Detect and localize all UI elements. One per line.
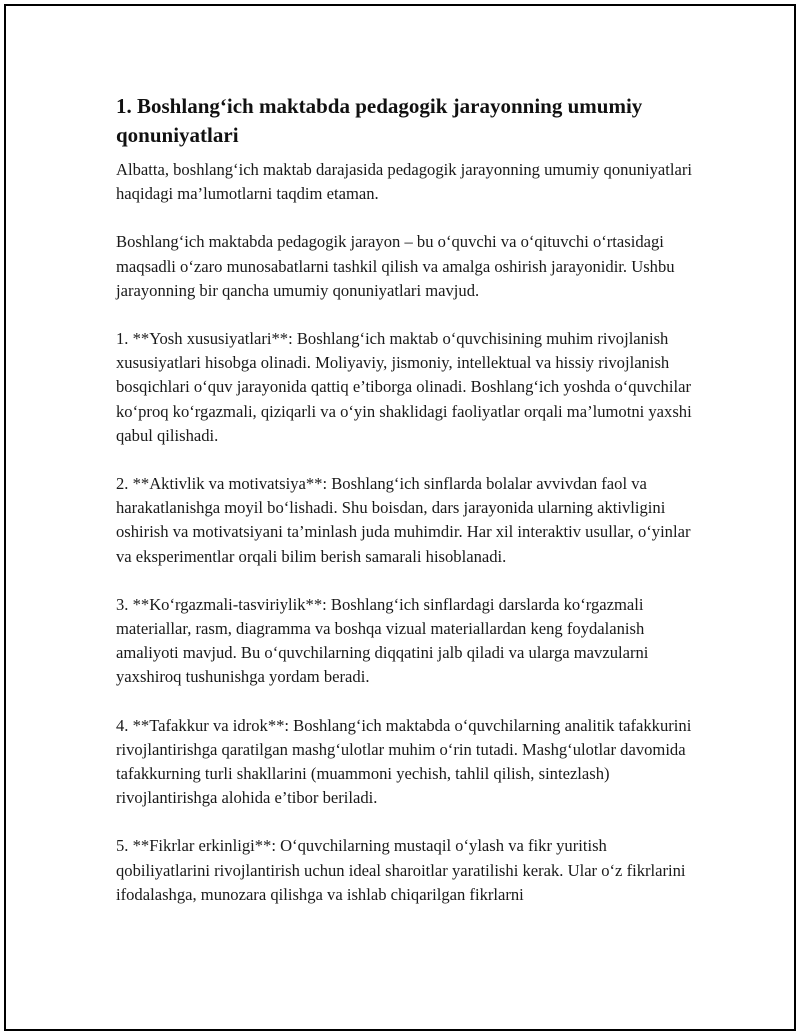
paragraph-age-features: 1. **Yosh xususiyatlari**: Boshlang‘ich maktab o‘quvchisining muhim rivojlanish xususiyatlari hisobga olinadi. Moliyaviy, jismoniy, intellektual va hissiy rivojlanish bosqichlari o‘quv jarayonida qattiq e’tiborga olinadi. Boshlang‘ich yoshda o‘quvchilar ko‘proq ko‘rgazmali, qiziqarli va o‘yin shaklidagi faoliyatlar orqali ma’lumotni yaxshi qabul qilishadi. <box>116 329 692 445</box>
document-title: 1. Boshlang‘ich maktabda pedagogik jarayonning umumiy qonuniyatlari <box>116 94 643 147</box>
paragraph-activity-motivation: 2. **Aktivlik va motivatsiya**: Boshlang‘ich sinflarda bolalar avvivdan faol va harakatlanishga moyil bo‘lishadi. Shu boisdan, dars jarayonida ularning aktivligini oshirish va motivatsiyani ta’minlash juda muhimdir. Har xil interaktiv usullar, o‘yinlar va eksperimentlar orqali bilim berish samarali hisoblanadi. <box>116 474 691 566</box>
paragraph-intro: Albatta, boshlang‘ich maktab darajasida pedagogik jarayonning umumiy qonuniyatlari haqidagi ma’lumotlarni taqdim etaman. <box>116 160 693 204</box>
document-body <box>116 92 696 931</box>
paragraph-freedom-of-thought: 5. **Fikrlar erkinligi**: O‘quvchilarning mustaqil o‘ylash va fikr yuritish qobiliyatlarini rivojlantirish uchun ideal sharoitlar yaratilishi kerak. Ular o‘z fikrlarini ifodalashga, munozara qilishga va ishlab chiqarilgan fikrlarni <box>116 836 686 904</box>
paragraph-definition: Boshlang‘ich maktabda pedagogik jarayon – bu o‘quvchi va o‘qituvchi o‘rtasidagi maqsadli o‘zaro munosabatlarni tashkil qilish va amalga oshirish jarayonidir. Ushbu jarayonning bir qancha umumiy qonuniyatlari mavjud. <box>116 232 675 300</box>
paragraph-visual-aids: 3. **Ko‘rgazmali-tasviriylik**: Boshlang‘ich sinflardagi darslarda ko‘rgazmali materiallar, rasm, diagramma va boshqa vizual materiallardan keng foydalanish amaliyoti mavjud. Bu o‘quvchilarning diqqatini jalb qiladi va ularga mavzularni yaxshiroq tushunishga yordam beradi. <box>116 594 649 687</box>
paragraph-thinking: 4. **Tafakkur va idrok**: Boshlang‘ich maktabda o‘quvchilarning analitik tafakkurini rivojlantirishga qaratilgan mashg‘ulotlar muhim o‘rin tutadi. Mashg‘ulotlar davomida tafakkurning turli shakllarini (muammoni yechish, tahlil qilish, sintezlash) rivojlantirishga alohida e’tibor beriladi. <box>116 715 692 808</box>
